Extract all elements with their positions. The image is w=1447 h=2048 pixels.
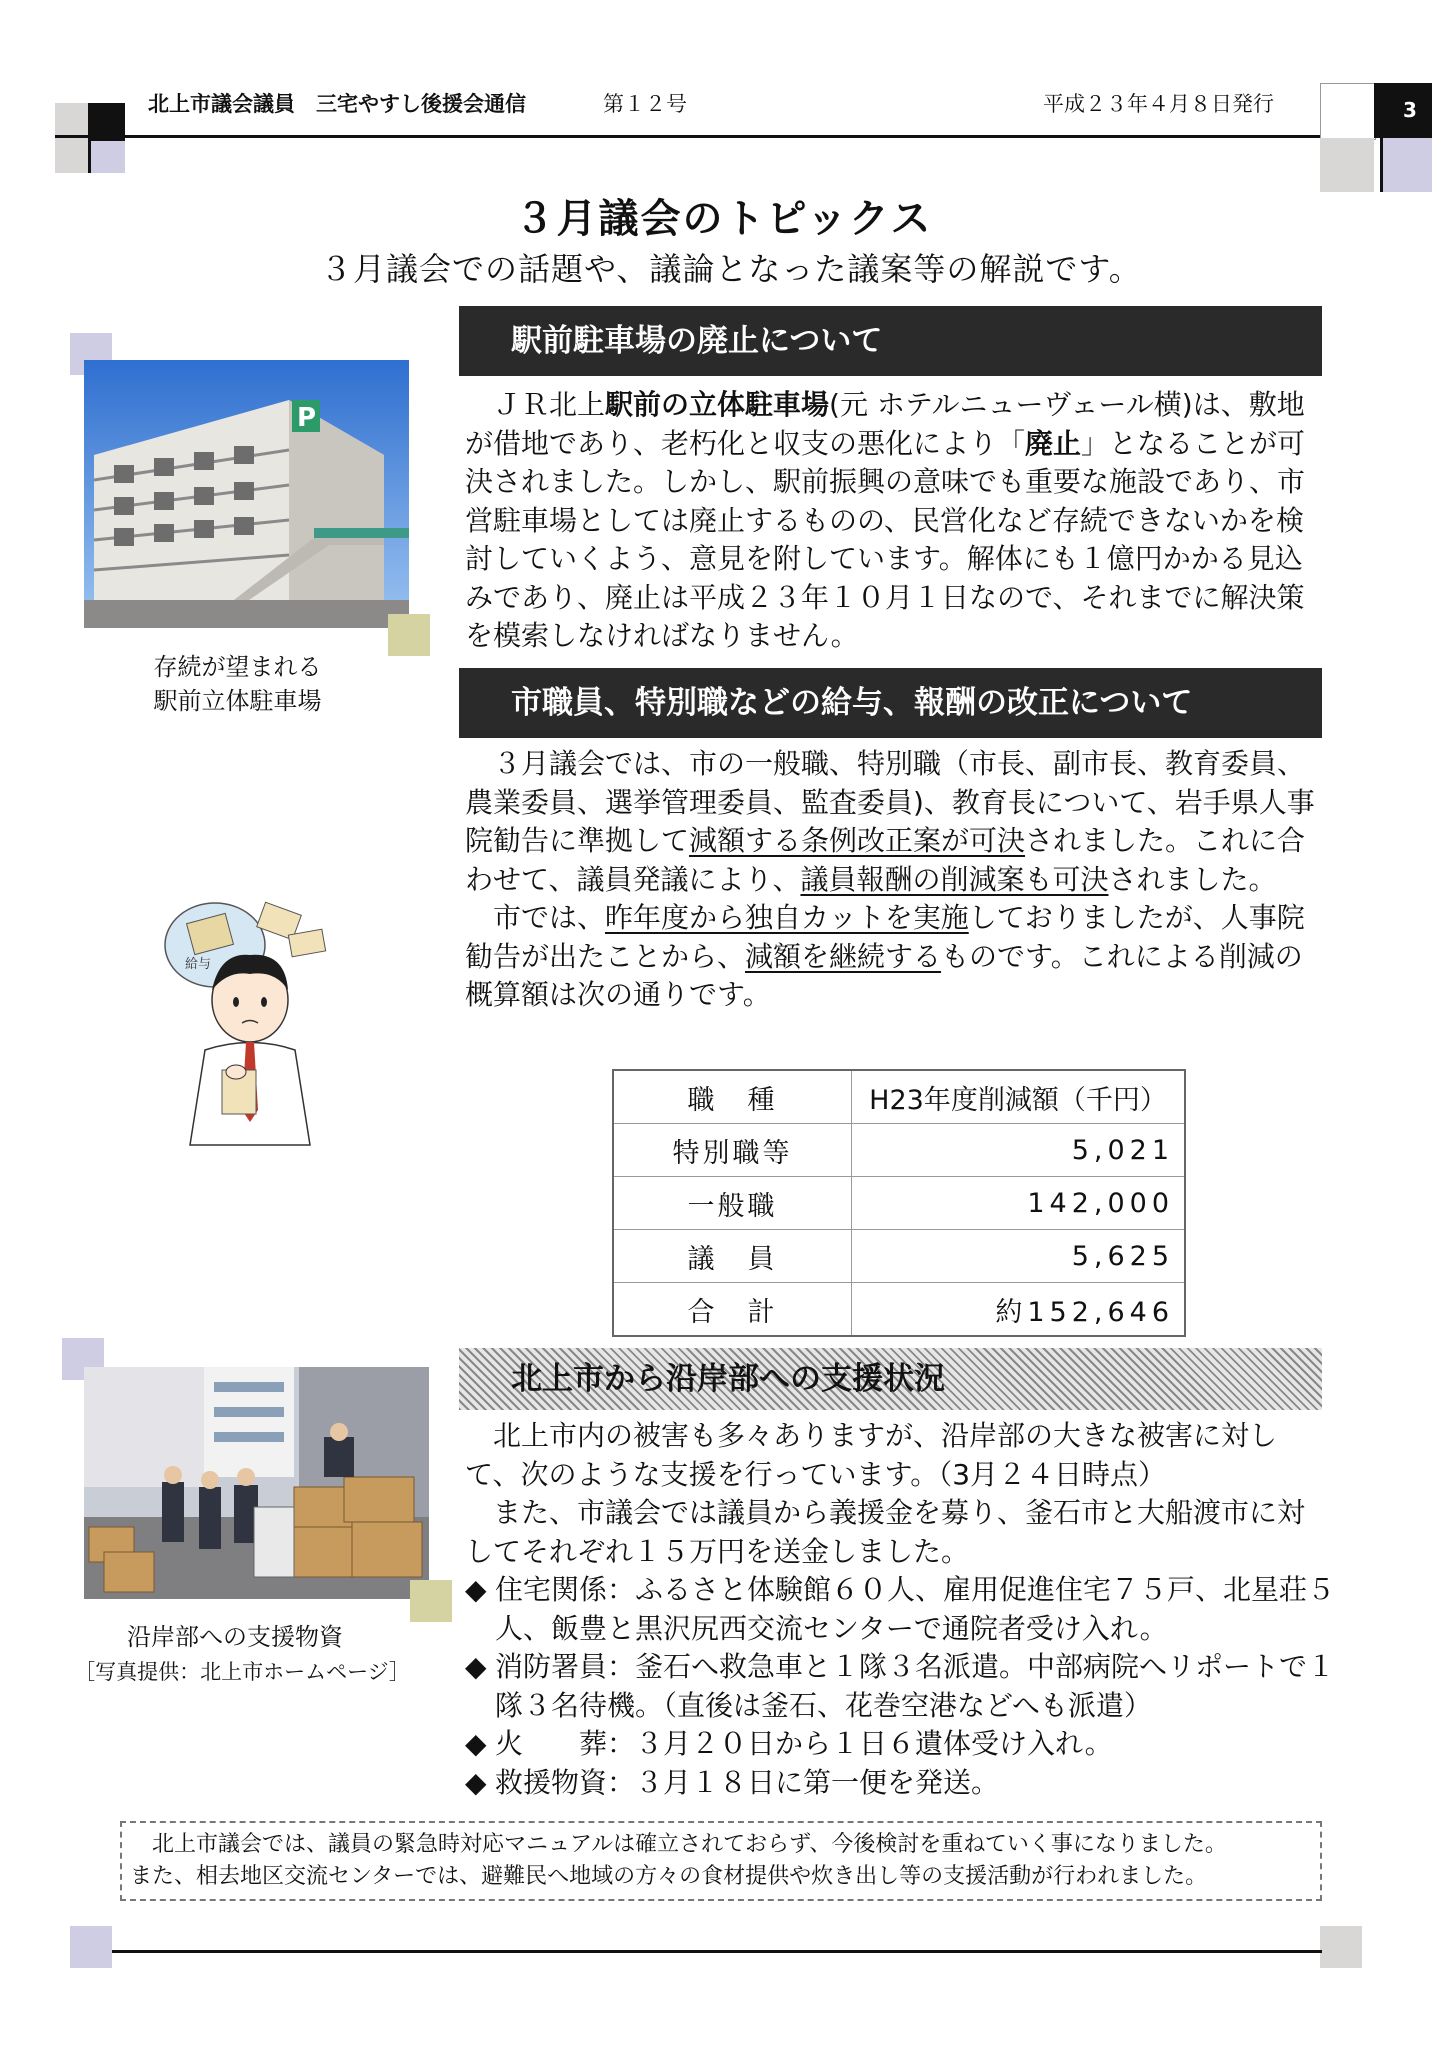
table-header-cell: 職 種 xyxy=(613,1070,852,1124)
council-note-box xyxy=(120,1821,1322,1901)
list-item xyxy=(465,1764,1335,1803)
table-cell-category: 議 員 xyxy=(613,1230,852,1283)
table-row xyxy=(613,1283,1185,1337)
support-paragraph: 北上市内の被害も多々ありますが、沿岸部の大きな被害に対して、次のような支援を行っています。（3月２４日時点） xyxy=(465,1419,1278,1491)
text-run: ３月議会では、市の一般職、特別職（市長、副市長、教育委員、農業委員、選挙管理委員、監査委員)、教育長について、岩手県人事院勧告に準拠して xyxy=(465,747,1315,857)
newsletter-name: 北上市議会議員 三宅やすし後援会通信 xyxy=(148,92,526,116)
text-run: ＪＲ北上 xyxy=(493,388,606,421)
footer-square xyxy=(70,1926,112,1968)
photo-credit: ［写真提供：北上市ホームページ］ xyxy=(74,1660,410,1684)
section-heading-parking: 駅前駐車場の廃止について xyxy=(459,306,1322,376)
table-cell-amount: 142,000 xyxy=(852,1177,1186,1230)
support-list xyxy=(465,1571,1335,1802)
issue-date: 平成２３年４月８日発行 xyxy=(1043,92,1274,116)
text-run: 」となることが可決されました。しかし、駅前振興の意味でも重要な施設であり、市営駐車場としては廃止するものの、民営化など存続できないかを検討していくよう、意見を附しています。解体にも１億円かかる見込みであり、廃止は平成２３年１０月１日なので、それまでに解決策を模索しなければなりません。 xyxy=(465,426,1306,652)
list-item-text: 救援物資：３月１８日に第一便を発送。 xyxy=(495,1765,1000,1799)
header-rule xyxy=(55,135,1320,138)
table-cell-category: 一般職 xyxy=(613,1177,852,1230)
salary-body xyxy=(465,745,1325,1015)
parking-body xyxy=(465,386,1325,656)
text-run: されました。これに合わせて、議員発議により、 xyxy=(465,824,1306,896)
corner-square xyxy=(90,141,125,173)
svg-text:P: P xyxy=(297,403,317,433)
list-item xyxy=(465,1725,1335,1764)
table-header-cell: H23年度削減額（千円） xyxy=(852,1070,1186,1124)
list-item-text: 住宅関係：ふるさと体験館６０人、雇用促進住宅７５戸、北星荘５人、飯豊と黒沢尻西交流センターで通院者受け入れ。 xyxy=(495,1573,1336,1645)
list-item xyxy=(465,1648,1335,1725)
diamond-bullet-icon: ◆ xyxy=(465,1727,487,1760)
supplies-photo-caption: 沿岸部への支援物資 xyxy=(127,1623,343,1651)
worried-worker-illustration xyxy=(150,890,340,1150)
relief-supplies-photo xyxy=(84,1367,429,1599)
note-line: また、相去地区交流センターでは、避難民へ地域の方々の食材提供や炊き出し等の支援活動が行われました。 xyxy=(130,1864,1208,1889)
table-cell-category: 合 計 xyxy=(613,1283,852,1337)
parking-garage-photo xyxy=(84,360,409,628)
section-heading-support: 北上市から沿岸部への支援状況 xyxy=(459,1348,1322,1410)
table-row xyxy=(613,1124,1185,1177)
footer-rule xyxy=(112,1950,1322,1953)
table-cell-amount: 5,021 xyxy=(852,1124,1186,1177)
list-item-text: 火 葬：３月２０日から１日６遺体受け入れ。 xyxy=(495,1727,1113,1760)
corner-square xyxy=(1320,138,1374,192)
parking-photo-caption xyxy=(100,650,375,718)
caption-line: 駅前立体駐車場 xyxy=(153,687,322,715)
table-header-row xyxy=(613,1070,1185,1124)
table-row xyxy=(613,1177,1185,1230)
corner-square xyxy=(1320,83,1376,140)
support-body xyxy=(465,1417,1325,1571)
text-run-underlined: 議員報酬の削減案も可決 xyxy=(800,862,1109,896)
header-rule-vertical xyxy=(88,103,91,173)
salary-reduction-table xyxy=(612,1069,1186,1337)
note-line: 北上市議会では、議員の緊急時対応マニュアルは確立されておらず、今後検討を重ねていく事になりました。 xyxy=(152,1832,1227,1857)
caption-line: 存続が望まれる xyxy=(153,653,322,681)
text-run-underlined: 減額を継続する xyxy=(745,939,942,973)
table-cell-category: 特別職等 xyxy=(613,1124,852,1177)
page-title: ３月議会のトピックス xyxy=(514,196,933,242)
header-rule-vertical xyxy=(1380,83,1383,192)
text-run: (元 ホテルニューヴェール横)は、敷地が借地であり、老朽化と収支の悪化により「 xyxy=(465,388,1305,460)
diamond-bullet-icon: ◆ xyxy=(465,1573,487,1606)
list-item xyxy=(465,1571,1335,1648)
diamond-bullet-icon: ◆ xyxy=(465,1650,487,1683)
issue-number: 第１２号 xyxy=(603,92,687,116)
footer-square xyxy=(1320,1926,1362,1968)
table-row xyxy=(613,1230,1185,1283)
page-number: 3 xyxy=(1403,98,1417,122)
photo-corner-square xyxy=(388,614,430,656)
text-run-underlined: 昨年度から独自カットを実施 xyxy=(605,901,969,934)
support-paragraph: また、市議会では議員から義援金を募り、釜石市と大船渡市に対してそれぞれ１５万円を送金しました。 xyxy=(465,1496,1306,1568)
table-cell-amount: 約152,646 xyxy=(852,1283,1186,1337)
text-run-bold: 廃止 xyxy=(1025,426,1082,460)
table-cell-amount: 5,625 xyxy=(852,1230,1186,1283)
section-heading-salary: 市職員、特別職などの給与、報酬の改正について xyxy=(459,668,1322,738)
diamond-bullet-icon: ◆ xyxy=(465,1765,487,1799)
text-run: しておりましたが、人事院勧告が出たことから、 xyxy=(465,901,1305,973)
page-subtitle: ３月議会での話題や、議論となった議案等の解説です。 xyxy=(320,250,1142,288)
photo-corner-square xyxy=(410,1580,452,1622)
text-run: ものです。これによる削減の概算額は次の通りです。 xyxy=(465,939,1303,1011)
text-run: 市では、 xyxy=(493,901,606,934)
text-run-bold: 駅前の立体駐車場 xyxy=(605,388,830,421)
list-item-text: 消防署員：釜石へ救急車と１隊３名派遣。中部病院へリポートで１隊３名待機。（直後は釜石、花巻空港などへも派遣） xyxy=(495,1650,1336,1722)
envelope-label: 給与 xyxy=(185,957,212,972)
text-run-underlined: 減額する条例改正案が可決 xyxy=(689,824,1026,857)
text-run: されました。 xyxy=(1108,862,1277,896)
corner-square xyxy=(1380,138,1432,192)
